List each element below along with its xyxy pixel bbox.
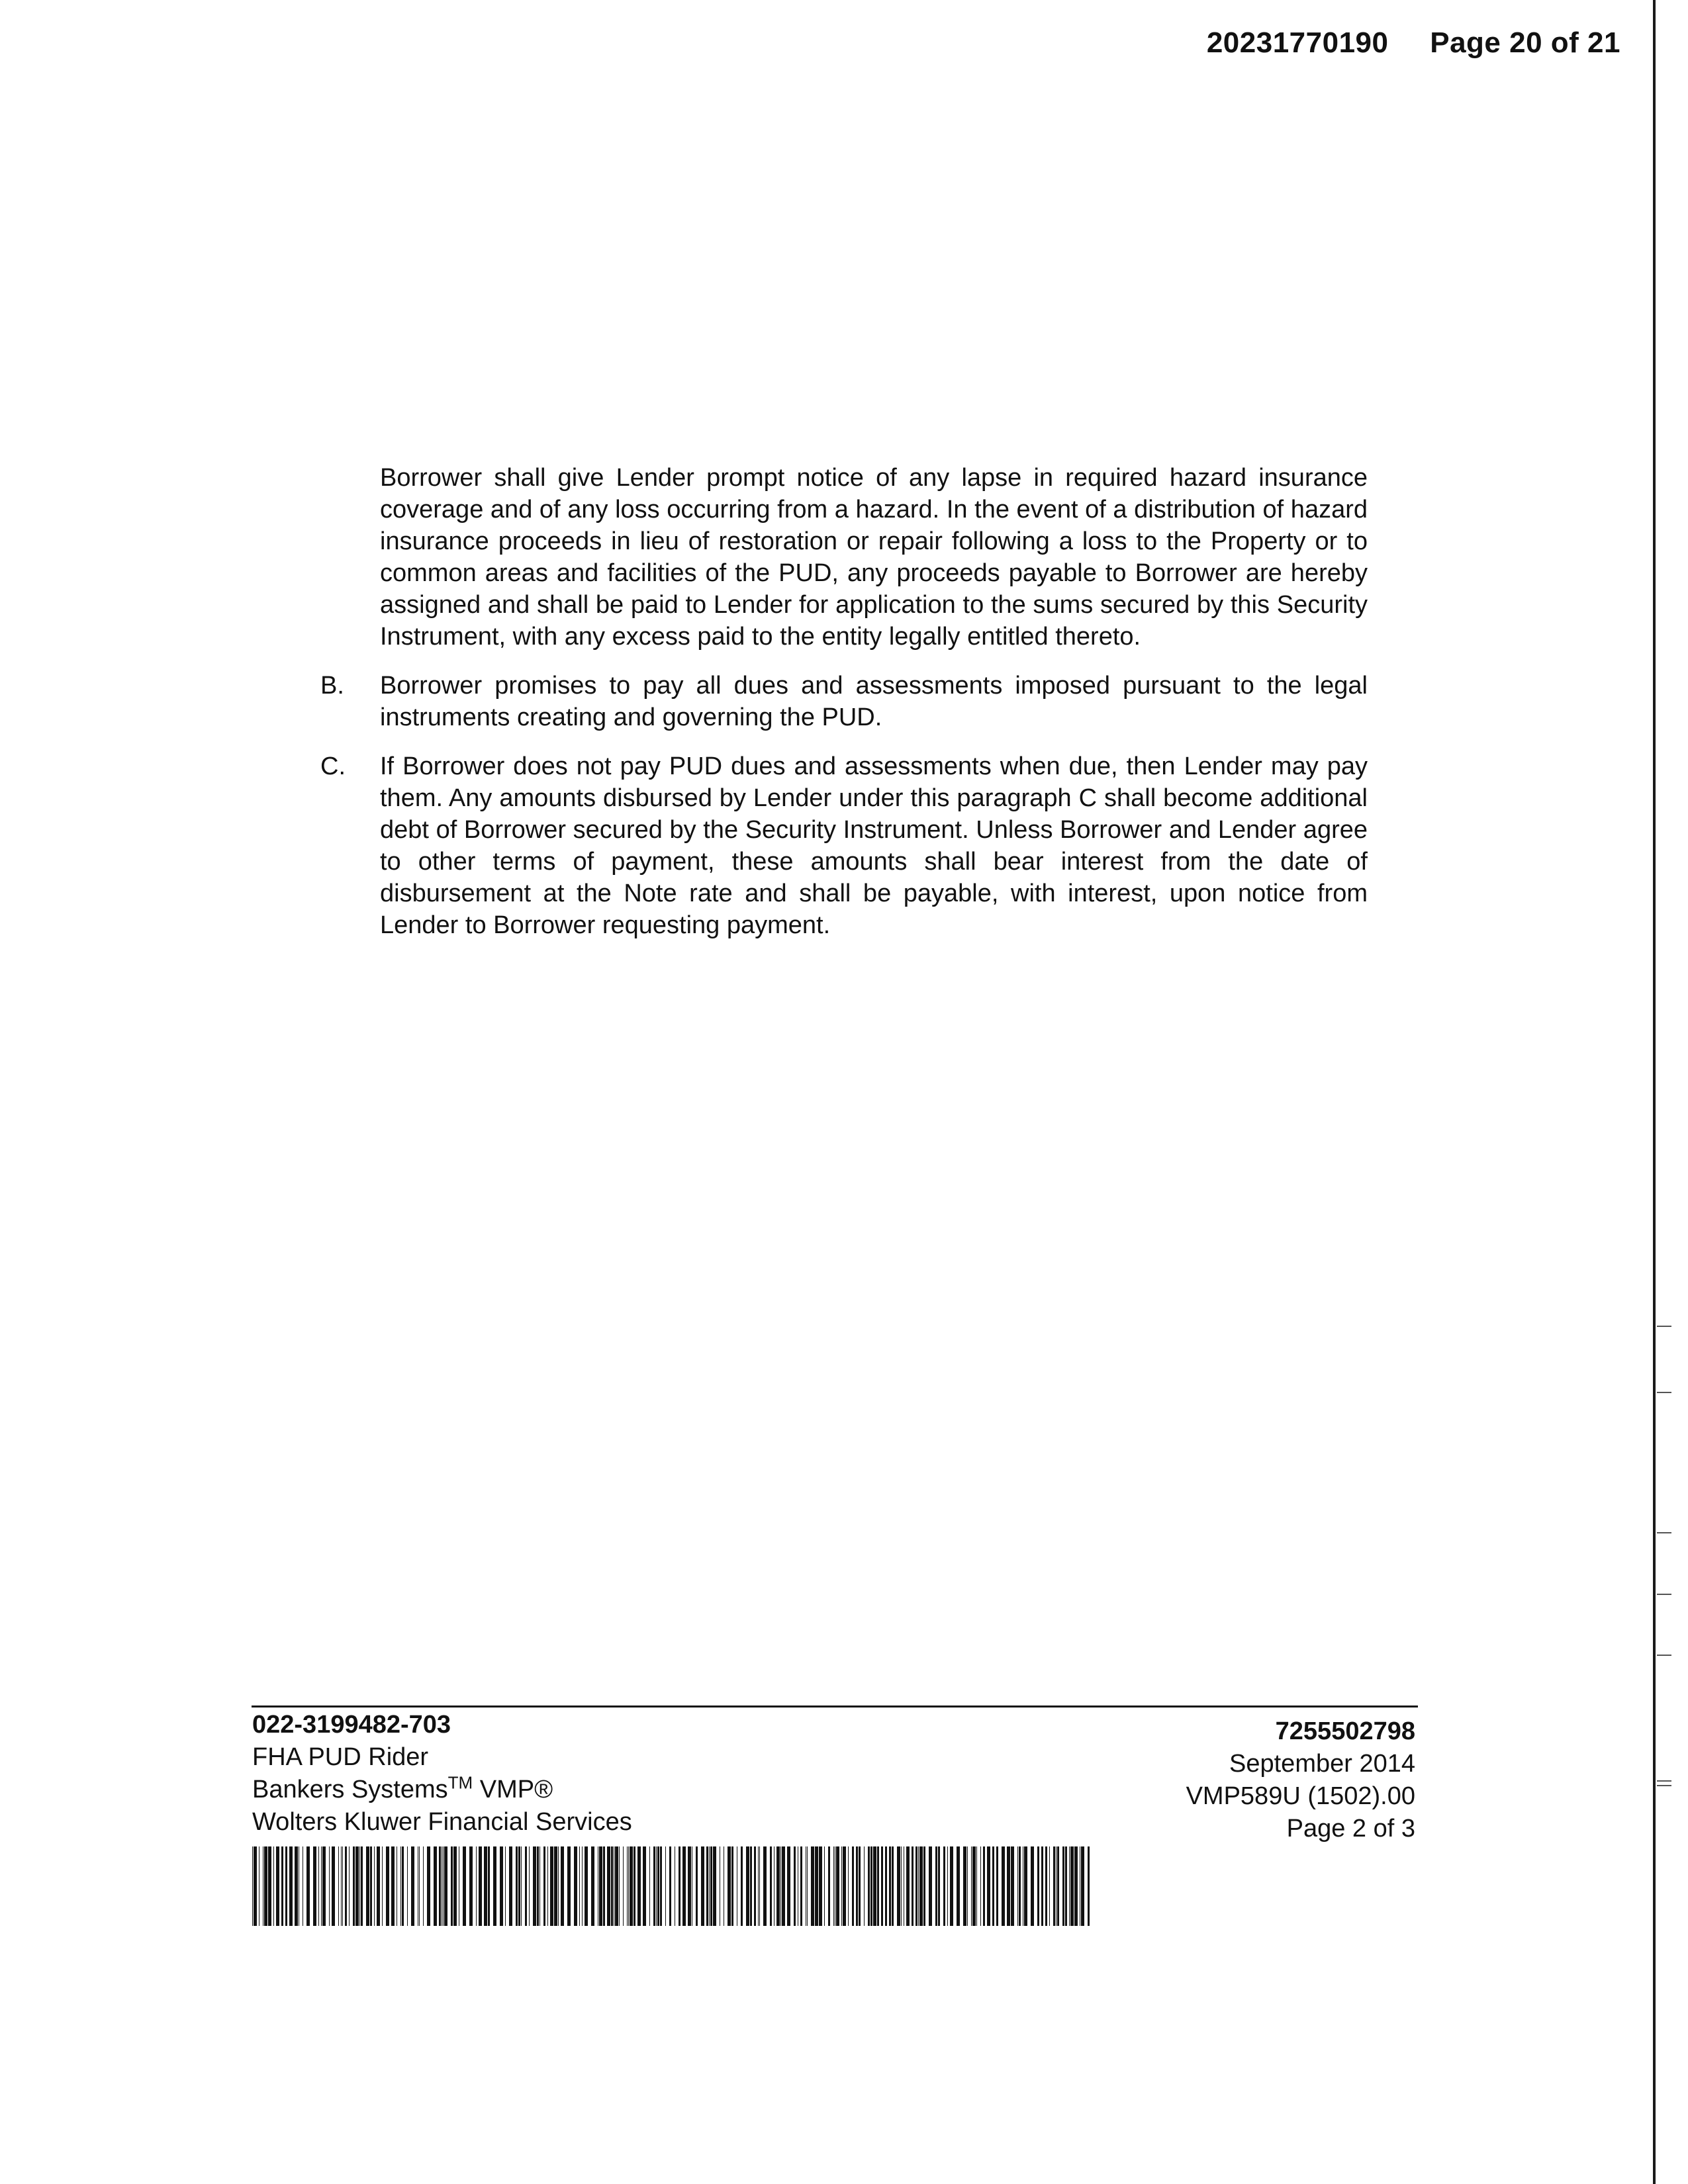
barcode-bar <box>759 1846 760 1926</box>
barcode-bar <box>935 1846 937 1926</box>
barcode-bar <box>623 1846 624 1926</box>
barcode-bar <box>727 1846 731 1926</box>
vendor-name: Bankers Systems <box>252 1776 448 1803</box>
barcode-bar <box>901 1846 902 1926</box>
barcode-bar <box>688 1846 691 1926</box>
barcode-bar <box>696 1846 698 1926</box>
footer-form-reference <box>1186 1715 1415 1845</box>
barcode-bar <box>868 1846 870 1926</box>
barcode-bar <box>427 1846 430 1926</box>
barcode-bar <box>391 1846 395 1926</box>
clause-b <box>320 670 1368 733</box>
barcode-bar <box>754 1846 756 1926</box>
barcode-bar <box>709 1846 710 1926</box>
recording-number: 20231770190 <box>1206 26 1389 59</box>
barcode-bar <box>289 1846 293 1926</box>
barcode-bar <box>558 1846 559 1926</box>
barcode-bar <box>281 1846 283 1926</box>
barcode-bar <box>543 1846 545 1926</box>
barcode-bar <box>252 1846 253 1926</box>
barcode-bar <box>938 1846 940 1926</box>
barcode-bar <box>833 1846 834 1926</box>
barcode-bar <box>1049 1846 1050 1926</box>
form-code: VMP589U (1502).00 <box>1186 1782 1415 1810</box>
barcode-bar <box>329 1846 330 1926</box>
recording-page-label: Page 20 of 21 <box>1430 26 1620 59</box>
clause-text: If Borrower does not pay PUD dues and assessments when due, then Lender may pay them. Any amounts disbursed by Lender under this paragraph C shall become additional debt of Borrower secured by the Security Instrument. Unless Borrower and Lender agree to other terms of payment, these amounts shall bear interest from the date of disbursement at the Note rate and shall be payable, with interest, upon notice from Lender to Borrower requesting payment. <box>380 752 1368 939</box>
barcode-bar <box>679 1846 680 1926</box>
barcode-bar <box>983 1846 985 1926</box>
barcode-bar <box>763 1846 767 1926</box>
barcode-bar <box>1070 1846 1074 1926</box>
barcode-bar <box>881 1846 883 1926</box>
scan-edge-tick <box>1657 1326 1671 1327</box>
barcode-bar <box>701 1846 704 1926</box>
barcode-bar <box>1057 1846 1059 1926</box>
barcode-bar <box>402 1846 404 1926</box>
barcode-bar <box>811 1846 814 1926</box>
barcode-bar <box>476 1846 477 1926</box>
barcode-bar <box>710 1846 712 1926</box>
barcode-bar <box>345 1846 347 1926</box>
barcode-bar <box>877 1846 879 1926</box>
barcode-bar <box>1074 1846 1078 1926</box>
barcode-bar <box>1069 1846 1070 1926</box>
barcode-bar <box>382 1846 383 1926</box>
barcode-bar <box>657 1846 659 1926</box>
footer-form-info <box>252 1709 632 1839</box>
barcode-bar <box>819 1846 822 1926</box>
barcode-bar <box>929 1846 932 1926</box>
barcode-bar <box>992 1846 994 1926</box>
barcode-bar <box>1053 1846 1055 1926</box>
barcode-bar <box>787 1846 790 1926</box>
barcode-bar <box>859 1846 861 1926</box>
barcode-bar <box>836 1846 839 1926</box>
barcode-bar <box>615 1846 618 1926</box>
barcode-bar <box>976 1846 977 1926</box>
barcode-bar <box>469 1846 473 1926</box>
barcode-bar <box>660 1846 662 1926</box>
barcode-bar <box>873 1846 876 1926</box>
barcode-bar <box>488 1846 490 1926</box>
barcode-bar <box>533 1846 536 1926</box>
barcode-bar <box>582 1846 583 1926</box>
form-name: FHA PUD Rider <box>252 1743 429 1771</box>
barcode-bar <box>758 1846 759 1926</box>
barcode-bar <box>963 1846 966 1926</box>
barcode-bar <box>353 1846 355 1926</box>
barcode-bar <box>741 1846 743 1926</box>
barcode-bar <box>750 1846 752 1926</box>
barcode-bar <box>815 1846 818 1926</box>
trademark-mark: TM <box>447 1772 473 1793</box>
barcode-bar <box>509 1846 512 1926</box>
barcode-bar <box>967 1846 968 1926</box>
barcode-bar <box>254 1846 257 1926</box>
barcode-bar <box>619 1846 620 1926</box>
barcode-bar <box>800 1846 802 1926</box>
barcode-bar <box>919 1846 923 1926</box>
barcode-bar <box>377 1846 380 1926</box>
barcode-bar <box>516 1846 518 1926</box>
barcode-bar <box>843 1846 846 1926</box>
barcode-bar <box>453 1846 457 1926</box>
barcode-bar <box>856 1846 858 1926</box>
barcode-bar <box>321 1846 322 1926</box>
barcode-bar <box>419 1846 420 1926</box>
barcode-bar <box>285 1846 287 1926</box>
barcode-bar <box>1017 1846 1018 1926</box>
barcode-bar <box>579 1846 580 1926</box>
barcode-bar <box>782 1846 785 1926</box>
barcode-bar <box>550 1846 553 1926</box>
barcode-bar <box>1088 1846 1090 1926</box>
barcode-bar <box>603 1846 605 1926</box>
barcode-bar <box>643 1846 646 1926</box>
barcode-bar <box>444 1846 447 1926</box>
barcode-bar <box>313 1846 316 1926</box>
barcode-bar <box>500 1846 503 1926</box>
barcode-bar <box>411 1846 414 1926</box>
barcode-bar <box>971 1846 972 1926</box>
barcode-bar <box>731 1846 733 1926</box>
barcode-bar <box>338 1846 339 1926</box>
barcode-bar <box>713 1846 716 1926</box>
barcode-bar <box>386 1846 389 1926</box>
hazard-insurance-paragraph: Borrower shall give Lender prompt notice of any lapse in required hazard insurance coverage and of any loss occurring from a hazard. In the event of a distribution of hazard insurance proceeds in lieu of restoration or repair following a loss to the Property or to common areas and facilities of the PUD, any proceeds payable to Borrower are hereby assigned and shall be paid to Lender for application to the sums secured by this Security Instrument, with any excess paid to the entity legally entitled thereto. <box>380 464 1368 651</box>
barcode-bar <box>599 1846 602 1926</box>
barcode-bar <box>1062 1846 1064 1926</box>
barcode-bar <box>915 1846 917 1926</box>
barcode-bar <box>1019 1846 1021 1926</box>
barcode-bar <box>628 1846 629 1926</box>
barcode-bar <box>656 1846 657 1926</box>
barcode-bar <box>841 1846 842 1926</box>
scan-edge-tick <box>1657 1392 1671 1393</box>
barcode-bar <box>443 1846 444 1926</box>
company-name: Wolters Kluwer Financial Services <box>252 1808 632 1836</box>
barcode-bar <box>574 1846 577 1926</box>
barcode-bar <box>359 1846 360 1926</box>
barcode-bar <box>529 1846 530 1926</box>
barcode-bar <box>957 1846 960 1926</box>
scan-edge-tick <box>1657 1532 1671 1533</box>
barcode-bar <box>807 1846 808 1926</box>
barcode-bar <box>306 1846 310 1926</box>
barcode-bar <box>322 1846 326 1926</box>
barcode-bar <box>505 1846 506 1926</box>
barcode-bar <box>268 1846 271 1926</box>
barcode-bar <box>318 1846 319 1926</box>
barcode-bar <box>434 1846 437 1926</box>
barcode-bar <box>1024 1846 1027 1926</box>
reference-number: 7255502798 <box>1275 1717 1415 1745</box>
barcode-bar <box>706 1846 708 1926</box>
barcode-bar <box>996 1846 998 1926</box>
barcode-bar <box>539 1846 540 1926</box>
barcode-bar <box>342 1846 343 1926</box>
vendor-product: VMP® <box>479 1776 553 1803</box>
barcode-bar <box>1037 1846 1039 1926</box>
barcode-bar <box>682 1846 686 1926</box>
clause-text: Borrower promises to pay all dues and assessments imposed pursuant to the legal instruments creating and governing the PUD. <box>380 672 1368 731</box>
barcode-bar <box>1011 1846 1014 1926</box>
barcode-bar <box>341 1846 342 1926</box>
clause-marker: B. <box>320 672 344 700</box>
barcode-bar <box>276 1846 279 1926</box>
scan-edge-tick <box>1657 1655 1671 1656</box>
barcode-bar <box>912 1846 914 1926</box>
barcode-bar <box>746 1846 749 1926</box>
barcode-bar <box>273 1846 274 1926</box>
barcode-bar <box>521 1846 522 1926</box>
barcode-bar <box>923 1846 925 1926</box>
barcode-bar <box>1041 1846 1043 1926</box>
scan-edge-tick <box>1657 1785 1671 1786</box>
barcode-bar <box>950 1846 953 1926</box>
barcode-bar <box>987 1846 990 1926</box>
barcode-bar <box>1031 1846 1034 1926</box>
barcode-bar <box>295 1846 298 1926</box>
barcode-bar <box>897 1846 900 1926</box>
barcode-bar <box>525 1846 527 1926</box>
barcode-bar <box>889 1846 891 1926</box>
barcode-bar <box>649 1846 650 1926</box>
barcode-bar <box>947 1846 948 1926</box>
scan-edge-tick <box>1657 1594 1671 1595</box>
barcode-bar <box>852 1846 854 1926</box>
scan-edge-tick <box>1657 1780 1671 1782</box>
barcode-bar <box>980 1846 981 1926</box>
page-stamp <box>1207 26 1620 60</box>
barcode-bar <box>493 1846 496 1926</box>
barcode-bar <box>770 1846 772 1926</box>
barcode-bar <box>349 1846 350 1926</box>
barcode-bar <box>864 1846 865 1926</box>
barcode-bar <box>537 1846 539 1926</box>
barcode-bar <box>885 1846 887 1926</box>
barcode-bar <box>407 1846 408 1926</box>
barcode-bar <box>479 1846 482 1926</box>
barcode-bar <box>1065 1846 1067 1926</box>
barcode-bar <box>355 1846 359 1926</box>
barcode-bar <box>439 1846 441 1926</box>
barcode-bar <box>630 1846 633 1926</box>
barcode-bar <box>484 1846 487 1926</box>
barcode-bar <box>463 1846 466 1926</box>
barcode-bar <box>1002 1846 1005 1926</box>
barcode-bar <box>892 1846 894 1926</box>
barcode-bar <box>1081 1846 1084 1926</box>
barcode-bar <box>848 1846 849 1926</box>
form-page-label: Page 2 of 3 <box>1286 1815 1415 1843</box>
rider-body <box>320 462 1368 941</box>
barcode-bar <box>972 1846 976 1926</box>
barcode-bar <box>665 1846 666 1926</box>
barcode-bar <box>451 1846 453 1926</box>
barcode-bar <box>561 1846 564 1926</box>
barcode-bar <box>1045 1846 1047 1926</box>
barcode <box>252 1846 1093 1926</box>
barcode-bar <box>585 1846 588 1926</box>
barcode-bar <box>1007 1846 1010 1926</box>
barcode-bar <box>332 1846 335 1926</box>
clause-c <box>320 751 1368 941</box>
barcode-bar <box>794 1846 796 1926</box>
barcode-bar <box>918 1846 919 1926</box>
barcode-bar <box>264 1846 267 1926</box>
barcode-bar <box>637 1846 641 1926</box>
barcode-bar <box>824 1846 825 1926</box>
barcode-bar <box>780 1846 781 1926</box>
barcode-bar <box>591 1846 594 1926</box>
barcode-bar <box>366 1846 369 1926</box>
footer-divider <box>252 1706 1418 1707</box>
barcode-bar <box>400 1846 401 1926</box>
barcode-bar <box>370 1846 372 1926</box>
barcode-bar <box>906 1846 910 1926</box>
barcode-bar <box>547 1846 548 1926</box>
barcode-bar <box>870 1846 872 1926</box>
barcode-bar <box>567 1846 571 1926</box>
vendor-line <box>252 1774 632 1806</box>
barcode-bar <box>653 1846 655 1926</box>
barcode-bar <box>607 1846 610 1926</box>
barcode-bar <box>518 1846 520 1926</box>
barcode-bar <box>943 1846 945 1926</box>
barcode-bar <box>611 1846 613 1926</box>
barcode-bar <box>776 1846 780 1926</box>
barcode-bar <box>828 1846 830 1926</box>
clause-marker: C. <box>320 752 346 780</box>
barcode-bar <box>423 1846 424 1926</box>
barcode-bar <box>669 1846 671 1926</box>
barcode-bar <box>374 1846 375 1926</box>
form-date: September 2014 <box>1229 1750 1415 1778</box>
barcode-bar <box>633 1846 635 1926</box>
barcode-bar <box>361 1846 363 1926</box>
loan-number: 022-3199482-703 <box>252 1711 451 1739</box>
barcode-bar <box>554 1846 557 1926</box>
barcode-bar <box>627 1846 628 1926</box>
scan-edge-line <box>1653 0 1656 2184</box>
